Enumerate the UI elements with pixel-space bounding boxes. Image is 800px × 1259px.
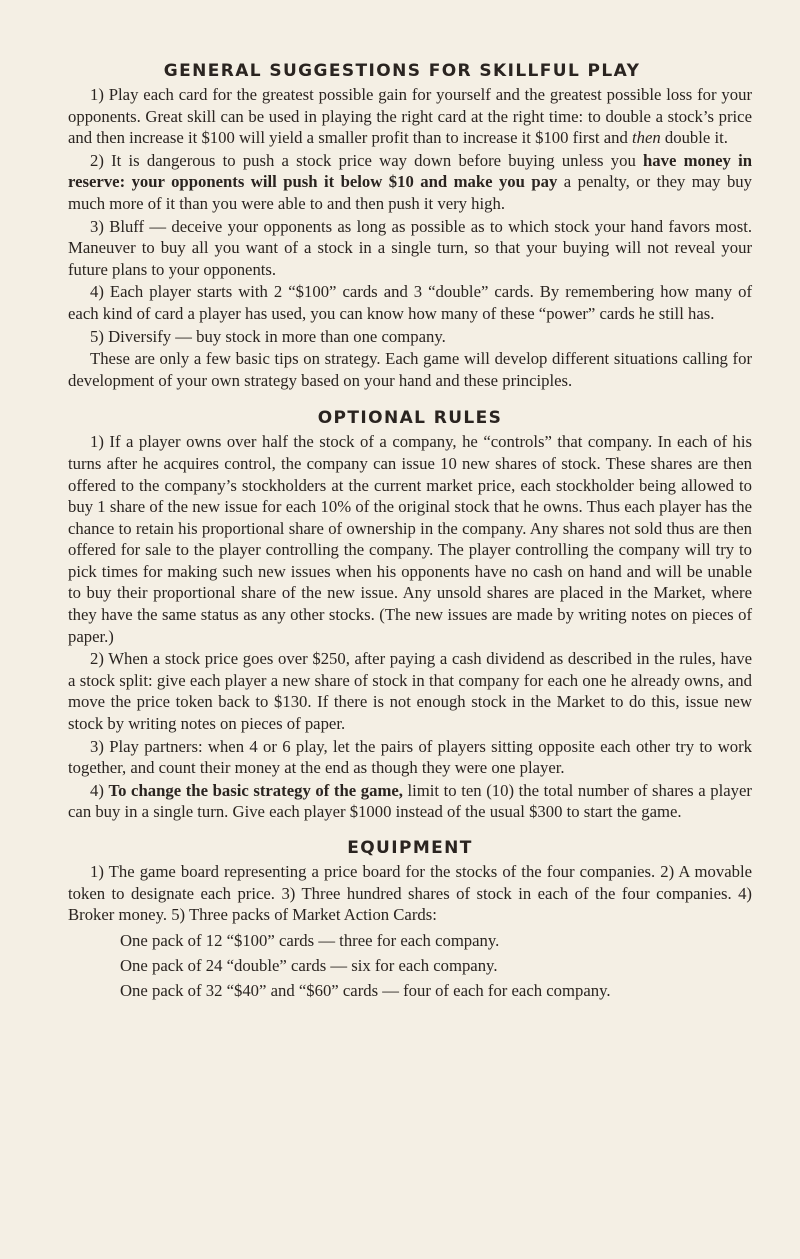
card-pack-item: One pack of 12 “$100” cards — three for each company. bbox=[120, 930, 500, 950]
equipment-section bbox=[68, 835, 752, 1003]
general-suggestions-heading: GENERAL SUGGESTIONS FOR SKILLFUL PLAY bbox=[163, 61, 641, 81]
optional-rule-1: 1) If a player owns over half the stock of a company, he “controls” that company. In each of his turns after he acquires control, the company can issue 10 new shares of stock. These shares are then offered to the company’s stockholders at the current market price, each stockholder being allowed to buy 1 share of the new issue for each 10% of the original stock that he owns. Thus each player has the chance to retain his proportional share of ownership in the company. Any shares not sold thus are then offered for sale to the player controlling the company. The player controlling the company will try to pick times for making such new issues when his opponents have no cash on hand and will be unable to buy their proportional share of the new issue. Any unsold shares are placed in the Market, where they have the same status as any other stocks. (The new issues are made by writing notes on pieces of paper.) bbox=[68, 432, 752, 646]
general-tip-2-text-b: a penalty, or they may buy much more of it than you were able to and then push it very high. bbox=[68, 172, 752, 213]
card-pack-item: One pack of 24 “double” cards — six for each company. bbox=[120, 955, 498, 975]
general-tip-1 bbox=[68, 84, 752, 149]
optional-rules-heading: OPTIONAL RULES bbox=[317, 408, 503, 429]
optional-rule-4-bold: To change the basic strategy of the game, bbox=[108, 780, 403, 800]
optional-rule-4-text-a: 4) bbox=[90, 780, 109, 800]
card-pack-item: One pack of 32 “$40” and “$60” cards — four of each for each company. bbox=[120, 980, 611, 1000]
optional-rules-section bbox=[68, 405, 752, 823]
general-suggestions-section bbox=[68, 58, 752, 391]
equipment-heading: EQUIPMENT bbox=[347, 838, 473, 858]
general-tip-3: 3) Bluff — deceive your opponents as long as possible as to which stock your hand favors most. Maneuver to buy all you want of a stock in a single turn, so that your buying will not reveal your future plans to your opponents. bbox=[68, 216, 752, 279]
optional-rule-4-text-b: limit to ten (10) the total number of shares a player can buy in a single turn. Give each player $1000 instead of the usual $300 to start the game. bbox=[68, 780, 752, 822]
general-tip-1-text-a: 1) Play each card for the greatest possible gain for yourself and the greatest possible loss for your opponents. Great skill can be used in playing the right card at the right time: to double a stock’s price and then increase it $100 will yield a smaller profit than to increase it $100 first and bbox=[68, 85, 752, 148]
general-tip-4: 4) Each player starts with 2 “$100” cards and 3 “double” cards. By remembering how many of each kind of card a player has used, you can know how many of these “power” cards he still has. bbox=[68, 282, 752, 323]
general-tip-2-bold: have money in reserve: your opponents will push it below $10 and make you pay bbox=[68, 150, 752, 192]
optional-rule-2: 2) When a stock price goes over $250, after paying a cash dividend as described in the rules, have a stock split: give each player a new share of stock in that company for each one he already owns, and move the price token back to $130. If there is not enough stock in the Market to do this, issue new stock by writing notes on pieces of paper. bbox=[68, 649, 752, 734]
optional-rule-3: 3) Play partners: when 4 or 6 play, let the pairs of players sitting opposite each other try to work together, and count their money at the end as though they were one player. bbox=[68, 736, 752, 778]
general-tip-2 bbox=[68, 150, 752, 215]
equipment-list: 1) The game board representing a price board for the stocks of the four companies. 2) A movable token to designate each price. 3) Three hundred shares of stock in each of the four companies. 4) Broker money. 5) Three packs of Market Action Cards: bbox=[68, 862, 752, 925]
general-tip-2-text-a: 2) It is dangerous to push a stock price way down before buying unless you bbox=[90, 150, 644, 170]
general-tip-5: 5) Diversify — buy stock in more than one company. bbox=[90, 326, 446, 346]
card-packs-list bbox=[120, 928, 752, 1003]
general-tip-1-text-b: double it. bbox=[660, 128, 728, 148]
optional-rule-4 bbox=[68, 780, 752, 823]
general-summary: These are only a few basic tips on strategy. Each game will develop different situations calling for development of your own strategy based on your hand and these principles. bbox=[68, 349, 752, 390]
general-tip-1-emphasis: then bbox=[631, 128, 661, 148]
